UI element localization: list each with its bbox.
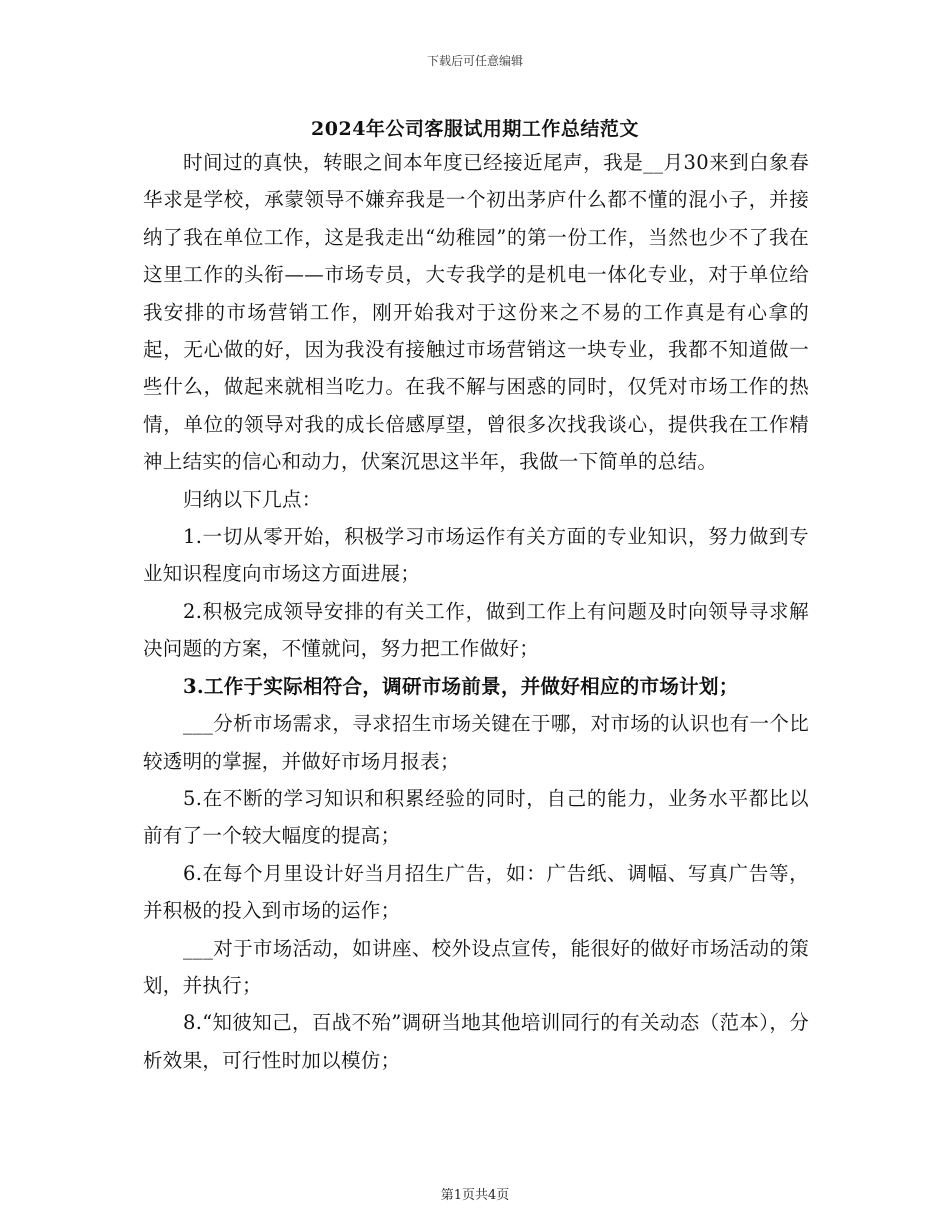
list-item: ___对于市场活动，如讲座、校外设点宣传，能很好的做好市场活动的策划，并执行； bbox=[143, 936, 809, 997]
paragraph-intro: 时间过的真快，转眼之间本年度已经接近尾声，我是__月30来到白象春华求是学校，承蒙领导不嫌弃我是一个初出茅庐什么都不懂的混小子，并接纳了我在单位工作，这是我走出“幼稚园”的第一份工作，当然也少不了我在这里工作的头衔——市场专员，大专我学的是机电一体化专业，对于单位给我安排的市场营销工作，刚开始我对于这份来之不易的工作真是有心拿的起，无心做的好，因为我没有接触过市场营销这一块专业，我都不知道做一些什么，做起来就相当吃力。在我不解与困惑的同时，仅凭对市场工作的热情，单位的领导对我的成长倍感厚望，曾很多次找我谈心，提供我在工作精神上结实的信心和动力，伏案沉思这半年，我做一下简单的总结。 bbox=[143, 151, 809, 474]
paragraph-summary-lead: 归纳以下几点： bbox=[183, 487, 322, 511]
list-item: 1.一切从零开始，积极学习市场运作有关方面的专业知识，努力做到专业知识程度向市场这方面进展； bbox=[143, 525, 809, 586]
header-note: 下载后可任意编辑 bbox=[426, 54, 523, 68]
list-item: 6.在每个月里设计好当月招生广告，如：广告纸、调幅、写真广告等，并积极的投入到市场的运作； bbox=[143, 861, 809, 923]
list-item: 5.在不断的学习知识和积累经验的同时，自己的能力，业务水平都比以前有了一个较大幅度的提高； bbox=[143, 786, 809, 848]
list-item-bold: 3.工作于实际相符合，调研市场前景，并做好相应的市场计划； bbox=[183, 674, 739, 698]
list-item: ___分析市场需求，寻求招生市场关键在于哪，对市场的认识也有一个比较透明的掌握，并做好市场月报表； bbox=[143, 712, 809, 773]
page-number: 第1页共4页 bbox=[440, 1188, 510, 1203]
document-title: 2024年公司客服试用期工作总结范文 bbox=[311, 118, 639, 140]
list-item: 2.积极完成领导安排的有关工作，做到工作上有问题及时向领导寻求解决问题的方案，不懂就问，努力把工作做好； bbox=[143, 599, 809, 661]
document-body bbox=[143, 144, 809, 1079]
list-item: 8.“知彼知己，百战不殆”调研当地其他培训同行的有关动态（范本），分析效果，可行性时加以模仿； bbox=[143, 1011, 809, 1072]
